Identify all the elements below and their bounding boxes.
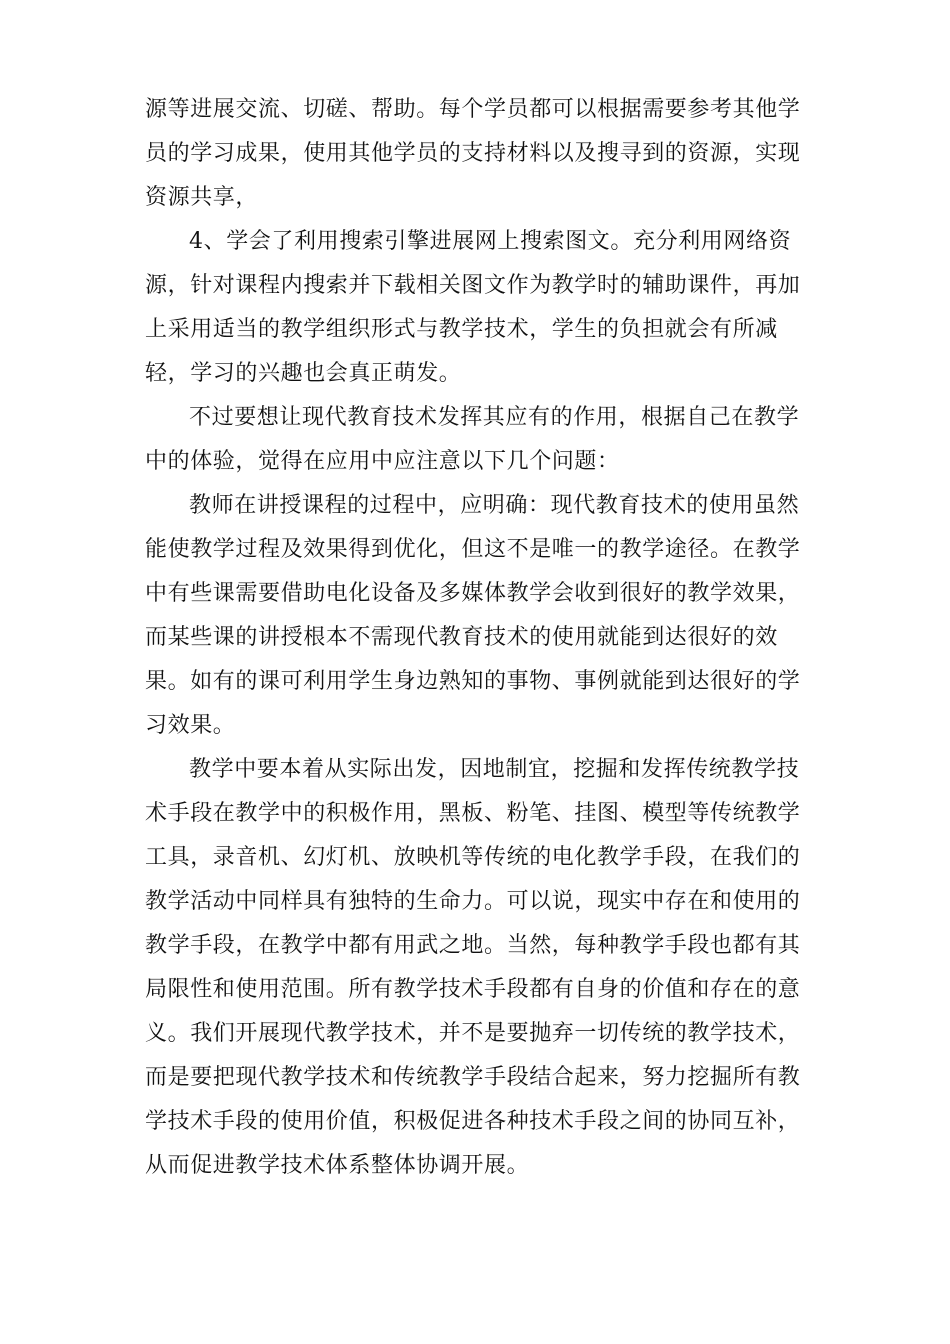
paragraph-3 — [145, 396, 807, 484]
text-line: 员的学习成果，使用其他学员的支持材料以及搜寻到的资源，实现 — [145, 141, 801, 166]
text-line: 而是要把现代教学技术和传统教学手段结合起来，努力挖掘所有教 — [145, 1065, 801, 1090]
text-line: 能使教学过程及效果得到优化，但这不是唯一的教学途径。在教学 — [145, 537, 801, 562]
text-line: 轻，学习的兴趣也会真正萌发。 — [145, 361, 462, 386]
text-line: 资源共享， — [145, 185, 259, 210]
text-line: 局限性和使用范围。所有教学技术手段都有自身的价值和存在的意 — [145, 977, 801, 1002]
text-line: 工具，录音机、幻灯机、放映机等传统的电化教学手段，在我们的 — [145, 845, 801, 870]
text-line: 中有些课需要借助电化设备及多媒体教学会收到很好的教学效果， — [145, 581, 801, 606]
paragraph-5 — [145, 748, 807, 1188]
text-line: 学技术手段的使用价值，积极促进各种技术手段之间的协同互补， — [145, 1109, 801, 1134]
text-line: 源，针对课程内搜索并下载相关图文作为教学时的辅助课件，再加 — [145, 273, 801, 298]
text-line: 教学活动中同样具有独特的生命力。可以说，现实中存在和使用的 — [145, 889, 801, 914]
text-line: 教学中要本着从实际出发，因地制宜，挖掘和发挥传统教学技 — [189, 757, 800, 782]
text-line: 上采用适当的教学组织形式与教学技术，学生的负担就会有所减 — [145, 317, 778, 342]
text-line: 而某些课的讲授根本不需现代教育技术的使用就能到达很好的效 — [145, 625, 778, 650]
document-body — [145, 88, 807, 1188]
text-line: 不过要想让现代教育技术发挥其应有的作用，根据自己在教学 — [189, 405, 800, 430]
text-line: 教学手段，在教学中都有用武之地。当然，每种教学手段也都有其 — [145, 933, 801, 958]
paragraph-4 — [145, 484, 807, 748]
text-line: 中的体验，觉得在应用中应注意以下几个问题： — [145, 449, 620, 474]
text-line: 源等进展交流、切磋、帮助。每个学员都可以根据需要参考其他学 — [145, 97, 801, 122]
text-line: 习效果。 — [145, 713, 236, 738]
text-line: 术手段在教学中的积极作用，黑板、粉笔、挂图、模型等传统教学 — [145, 801, 801, 826]
paragraph-1 — [145, 88, 807, 220]
text-line: 4、学会了利用搜索引擎进展网上搜索图文。充分利用网络资 — [189, 229, 792, 254]
paragraph-2 — [145, 220, 807, 396]
text-line: 果。如有的课可利用学生身边熟知的事物、事例就能到达很好的学 — [145, 669, 801, 694]
text-line: 从而促进教学技术体系整体协调开展。 — [145, 1153, 530, 1178]
text-line: 教师在讲授课程的过程中，应明确：现代教育技术的使用虽然 — [189, 493, 800, 518]
text-line: 义。我们开展现代教学技术，并不是要抛弃一切传统的教学技术， — [145, 1021, 801, 1046]
